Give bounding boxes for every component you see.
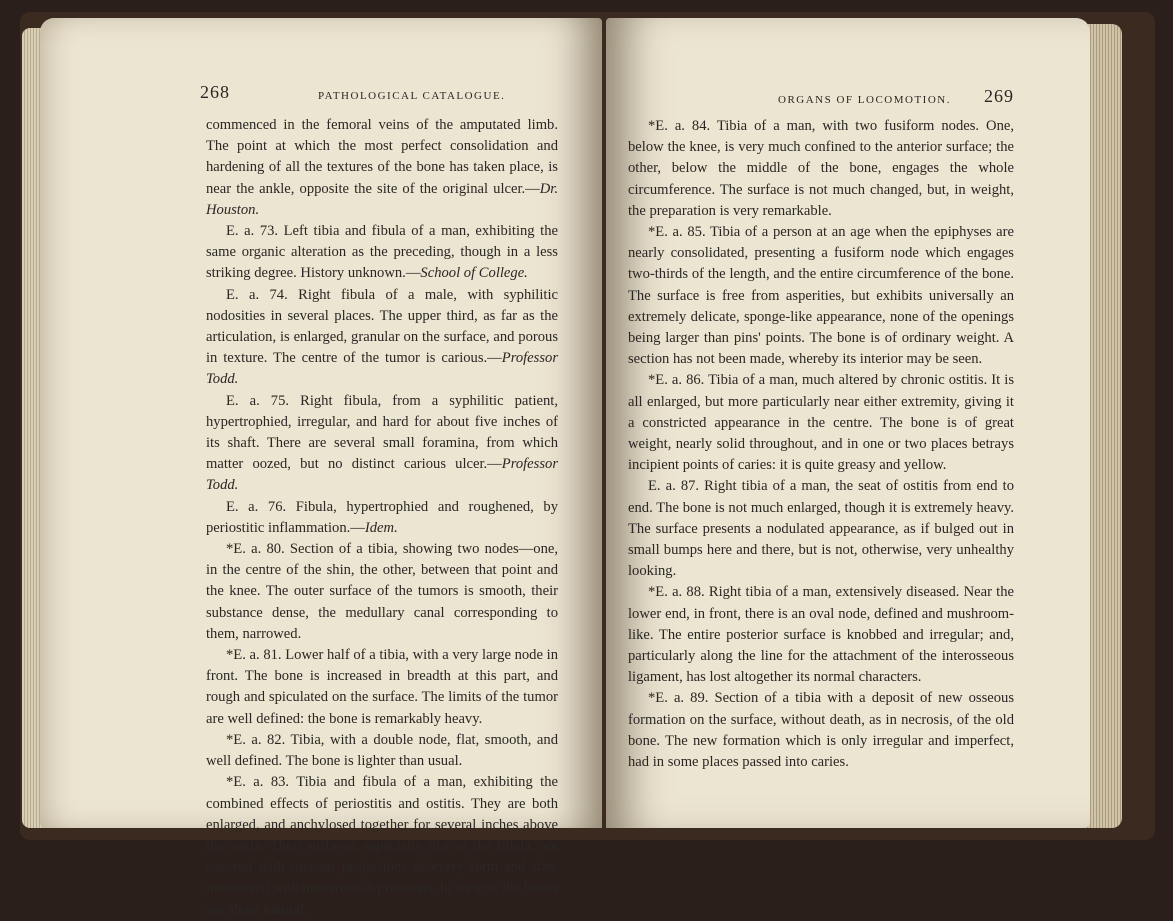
left-page-number: 268 [200, 82, 230, 102]
right-running-head: ORGANS OF LOCOMOTION. [778, 94, 951, 106]
catalogue-entry: *E. a. 82. Tibia, with a double node, flat, smooth, and well defined. The bone is lighter than usual. [206, 731, 558, 770]
paragraph: commenced in the femoral veins of the amputated limb. The point at which the most perfect consolidation and hardening of all the textures of the bone has taken place, is near the ankle, opposite the site of the original ulcer.—Dr. Houston. [206, 117, 558, 218]
catalogue-entry: *E. a. 88. Right tibia of a man, extensively diseased. Near the lower end, in front, there is an oval node, defined and mushroom-like. The entire posterior surface is knobbed and irregular; and, particularly along the line for the attachment of the interosseous ligament, has lost altogether its normal characters. [628, 584, 1014, 686]
catalogue-entry: *E. a. 85. Tibia of a person at an age when the epiphyses are nearly consolidated, presenting a fusiform node which engages two-thirds of the length, and the entire circumference of the bone. The surface is free from asperities, but exhibits universally an extremely delicate, sponge-like appearance, none of the openings being larger than pins' points. The bone is of ordinary weight. A section has not been made, whereby its interior may be seen. [628, 224, 1014, 368]
catalogue-entry: E. a. 87. Right tibia of a man, the seat of ostitis from end to end. The bone is not much enlarged, though it is extremely heavy. The surface presents a nodulated appearance, as if bulged out in small bumps here and there, but is not, otherwise, very unhealthy looking. [628, 478, 1014, 580]
left-page [40, 18, 602, 918]
catalogue-entry: *E. a. 86. Tibia of a man, much altered by chronic ostitis. It is all enlarged, but more particularly near either extremity, giving it a constricted appearance in the centre. The bone is of great weight, nearly solid throughout, and in one or two places betrays incipient points of caries: it is quite greasy and yellow. [628, 372, 1014, 474]
right-page-body [628, 116, 1014, 773]
left-running-head: PATHOLOGICAL CATALOGUE. [318, 90, 506, 102]
catalogue-entry: *E. a. 89. Section of a tibia with a deposit of new osseous formation on the surface, without death, as in necrosis, of the old bone. The new formation which is only irregular and imperfect, had in some places passed into caries. [628, 690, 1014, 771]
catalogue-entry: E. a. 75. Right fibula, from a syphilitic patient, hypertrophied, irregular, and hard for about five inches of its shaft. There are several small foramina, from which matter oozed, but no distinct carious ulcer.—Professor Todd. [206, 392, 558, 494]
right-page [606, 18, 1090, 828]
catalogue-entry: *E. a. 81. Lower half of a tibia, with a very large node in front. The bone is increased in breadth at this part, and rough and spiculated on the surface. The limits of the tumor are well defined: the bone is remarkably heavy. [206, 647, 558, 727]
catalogue-entry: E. a. 74. Right fibula of a male, with syphilitic nodosities in several places. The upper third, as far as the articulation, is enlarged, granular on the surface, and porous in texture. The centre of the tumor is carious.—Professor Todd. [206, 286, 558, 388]
catalogue-entry: E. a. 76. Fibula, hypertrophied and roughened, by periostitic inflammation.—Idem. [206, 498, 558, 536]
catalogue-entry: *E. a. 80. Section of a tibia, showing two nodes—one, in the centre of the shin, the other, between that point and the knee. The outer surface of the tumors is smooth, their substance dense, the medullary canal corresponding to them, narrowed. [206, 541, 558, 642]
right-page-number: 269 [984, 86, 1014, 106]
left-page-body [206, 115, 558, 921]
catalogue-entry: *E. a. 84. Tibia of a man, with two fusiform nodes. One, below the knee, is very much confined to the anterior surface; the other, below the middle of the bone, engages the whole circumference. The surface is not much changed, but, in weight, the preparation is very remarkable. [628, 118, 1014, 219]
catalogue-entry: E. a. 73. Left tibia and fibula of a man, exhibiting the same organic alteration as the preceding, though in a less striking degree. History unknown.—School of College. [206, 223, 558, 282]
catalogue-entry: *E. a. 83. Tibia and fibula of a man, exhibiting the combined effects of periostitis and ostitis. They are both enlarged, and anchylosed together for several inches above the ankle. Their surfaces, especially that of the fibula, are covered with osseous projections of every form and size, intermixed with numerous depressions. In weight, the bones are about natural. [206, 774, 558, 918]
